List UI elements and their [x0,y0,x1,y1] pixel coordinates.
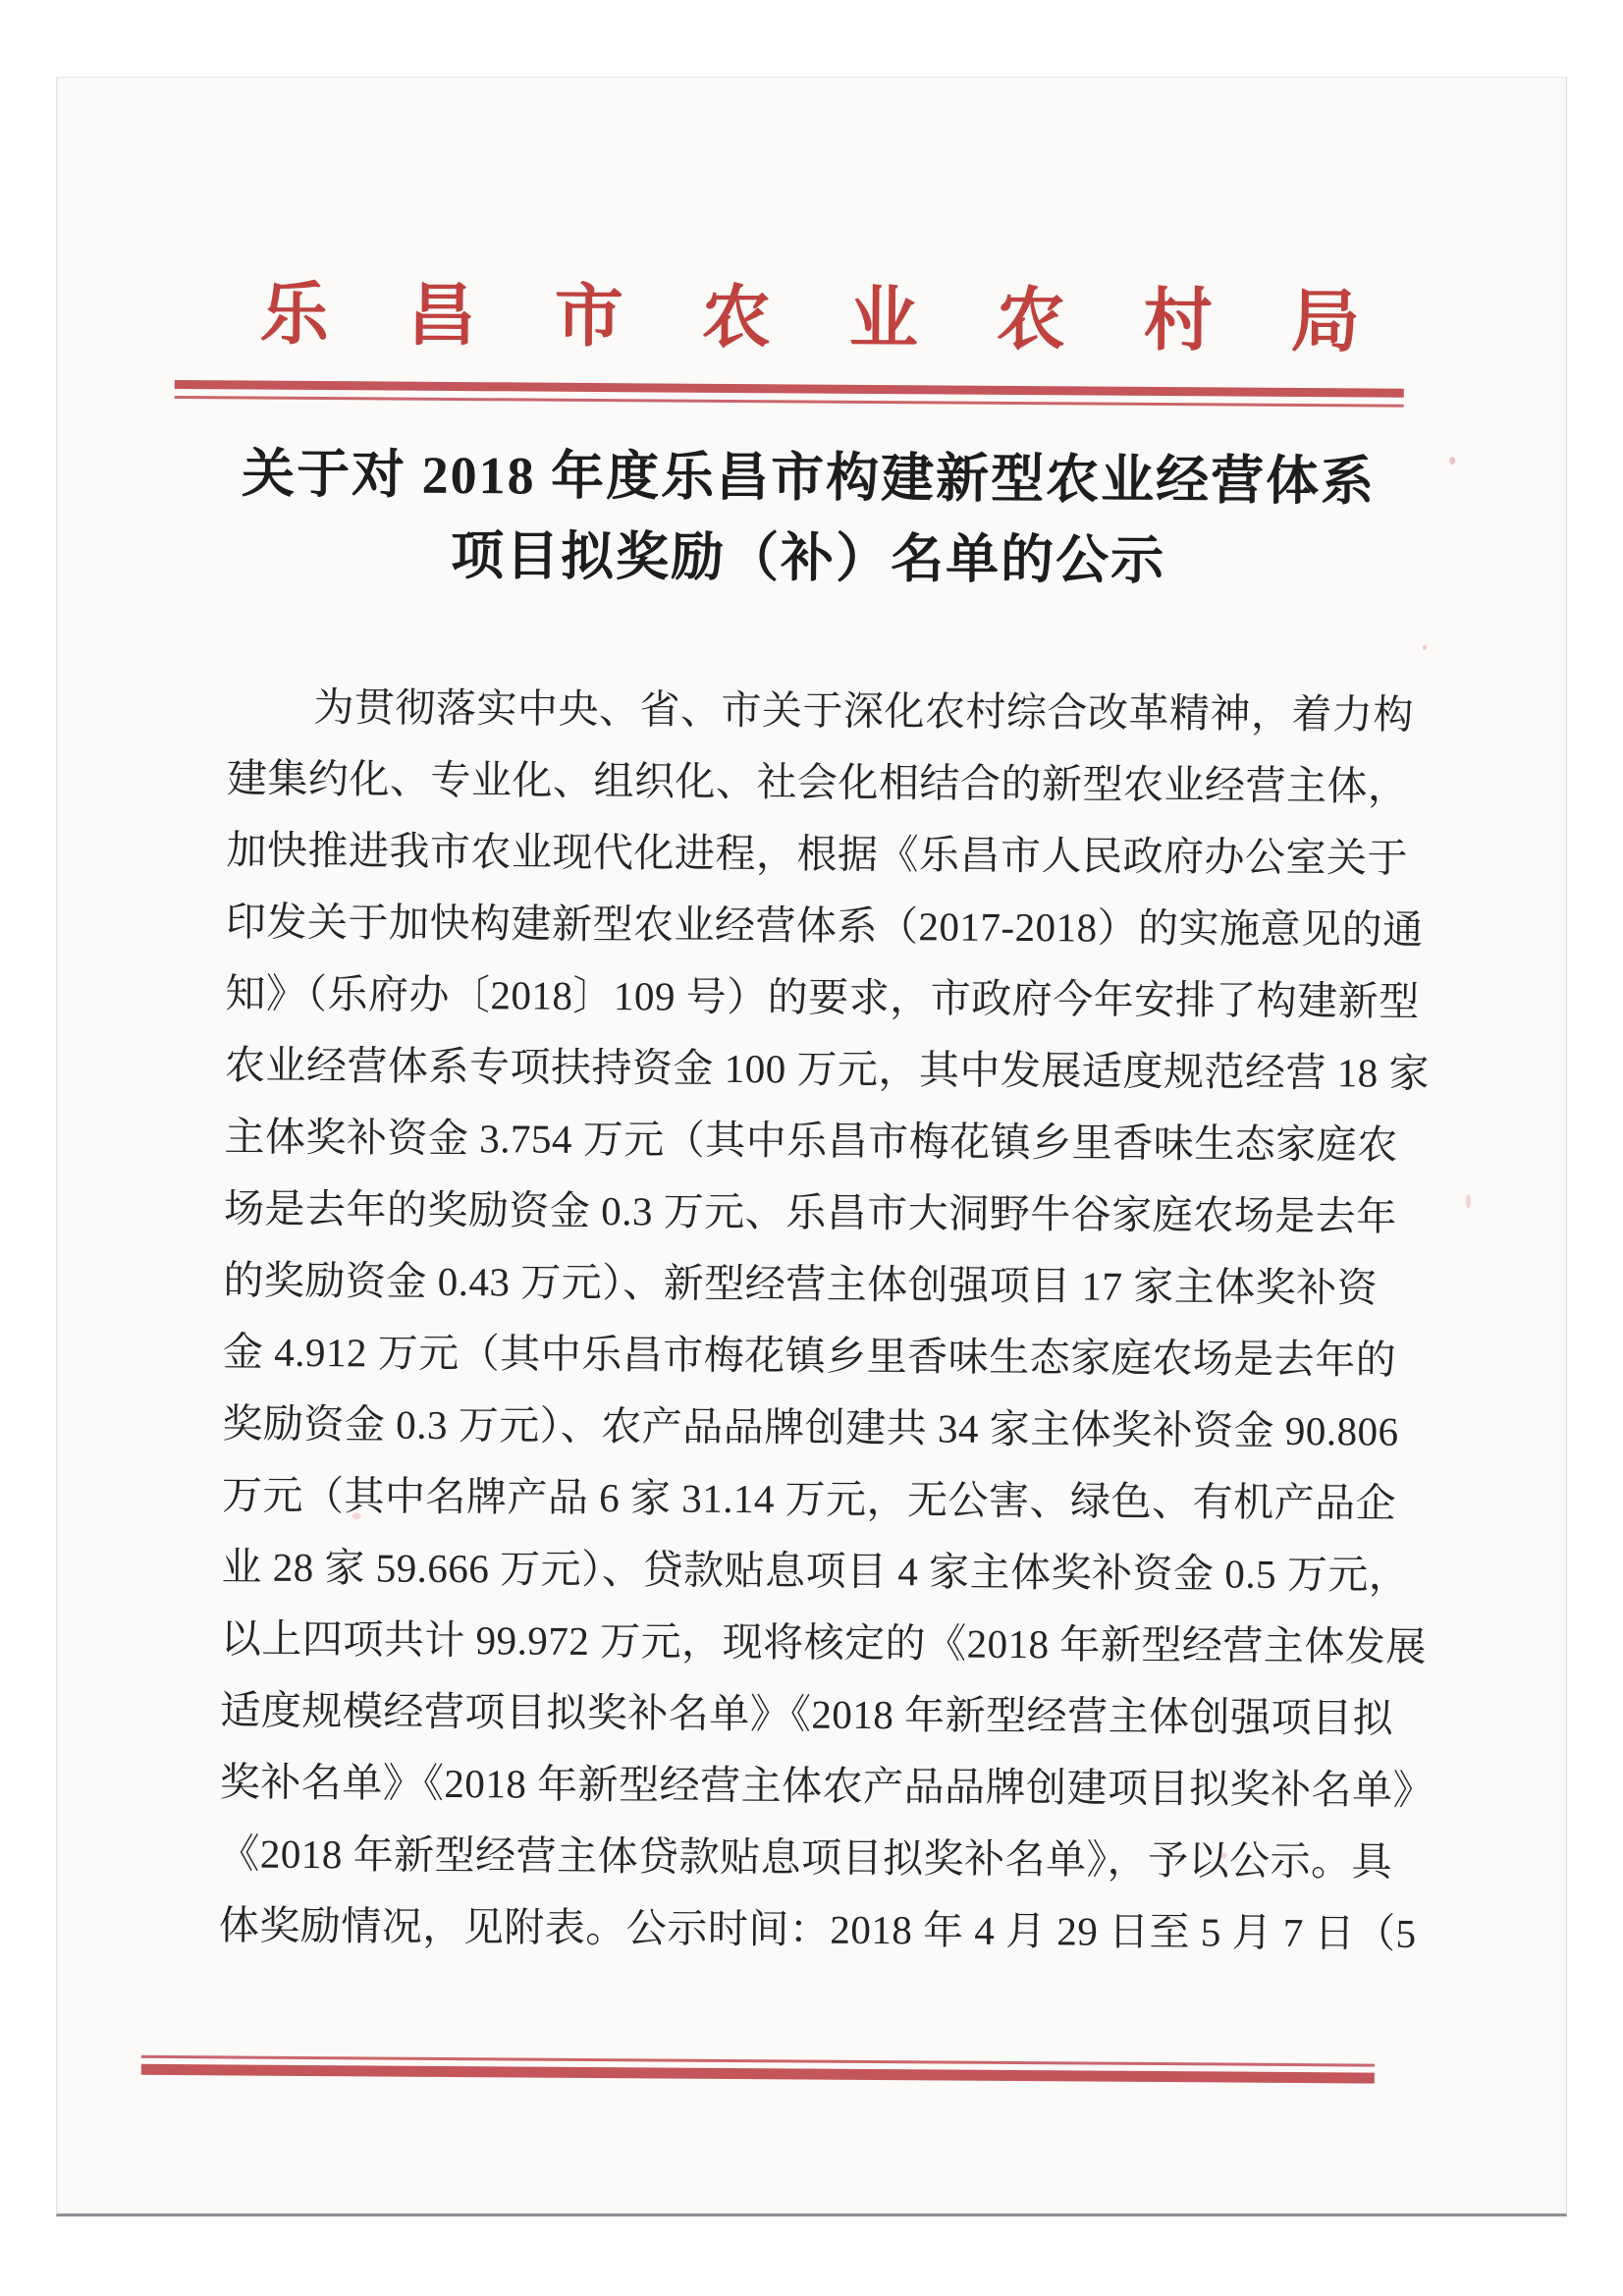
scan-speckle [1423,645,1427,650]
body-text-line: 场是去年的奖励资金 0.3 万元、乐昌市大洞野牛谷家庭农场是去年 [223,1185,1397,1239]
scan-speckle [352,1512,361,1519]
body-text-line: 金 4.912 万元（其中乐昌市梅花镇乡里香味生态家庭农场是去年的 [222,1329,1397,1383]
body-text-line: 业 28 家 59.666 万元）、贷款贴息项目 4 家主体奖补资金 0.5 万元， [221,1544,1410,1598]
notice-body [218,671,1434,1969]
notice-title-line2: 项目拟奖励（补）名单的公示 [450,525,1166,591]
body-text-line: 以上四项共计 99.972 万元，现将核定的《2018 年新型经营主体发展 [220,1615,1428,1669]
body-text-line: 加快推进我市农业现代化进程，根据《乐昌市人民政府办公室关于 [226,827,1409,881]
page-content [42,77,1566,2223]
notice-title-line1: 关于对 2018 年度乐昌市构建新型农业经营体系 [241,444,1377,512]
body-text-line: 为贯彻落实中央、省、市关于深化农村综合改革精神，着力构 [313,684,1415,738]
body-text-line: 奖励资金 0.3 万元）、农产品品牌创建共 34 家主体奖补资金 90.806 [222,1400,1399,1454]
footer-double-rule [141,2055,1375,2084]
body-text-line: 主体奖补资金 3.754 万元（其中乐昌市梅花镇乡里香味生态家庭农 [224,1114,1398,1168]
body-text-line: 农业经营体系专项扶持资金 100 万元，其中发展适度规范经营 18 家 [224,1042,1431,1096]
body-text-line: 建集约化、专业化、组织化、社会化相结合的新型农业经营主体， [226,755,1409,809]
scan-speckle [1449,457,1455,465]
letterhead-rule-thick [175,380,1404,398]
letterhead-double-rule [175,380,1404,408]
body-text-line: 奖补名单》《2018 年新型经营主体农产品品牌创建项目拟奖补名单》 [219,1759,1434,1813]
scan-speckle [1466,1194,1471,1208]
body-text-line: 印发关于加快构建新型农业经营体系（2017-2018）的实施意见的通 [225,899,1424,953]
body-text-line: 适度规模经营项目拟奖补名单》《2018 年新型经营主体创强项目拟 [220,1687,1394,1741]
document-page [56,77,1567,2216]
agency-letterhead-title: 乐昌市农业农村局 [259,277,1439,361]
body-text-line: 万元（其中名牌产品 6 家 31.14 万元，无公害、绿色、有机产品企 [221,1472,1397,1526]
letterhead-rule-thin [175,396,1404,408]
body-text-line: 体奖励情况，见附表。公示时间：2018 年 4 月 29 日至 5 月 7 日（5 [218,1902,1417,1956]
footer-rule-thick [141,2064,1375,2084]
body-text-line: 的奖励资金 0.43 万元）、新型经营主体创强项目 17 家主体奖补资 [223,1257,1379,1311]
scan-speckle [1220,1852,1226,1858]
body-text-line: 《2018 年新型经营主体贷款贴息项目拟奖补名单》，予以公示。具 [219,1831,1393,1885]
notice-title [53,432,1563,604]
body-text-line: 知》（乐府办〔2018〕109 号）的要求，市政府今年安排了构建新型 [225,970,1420,1024]
